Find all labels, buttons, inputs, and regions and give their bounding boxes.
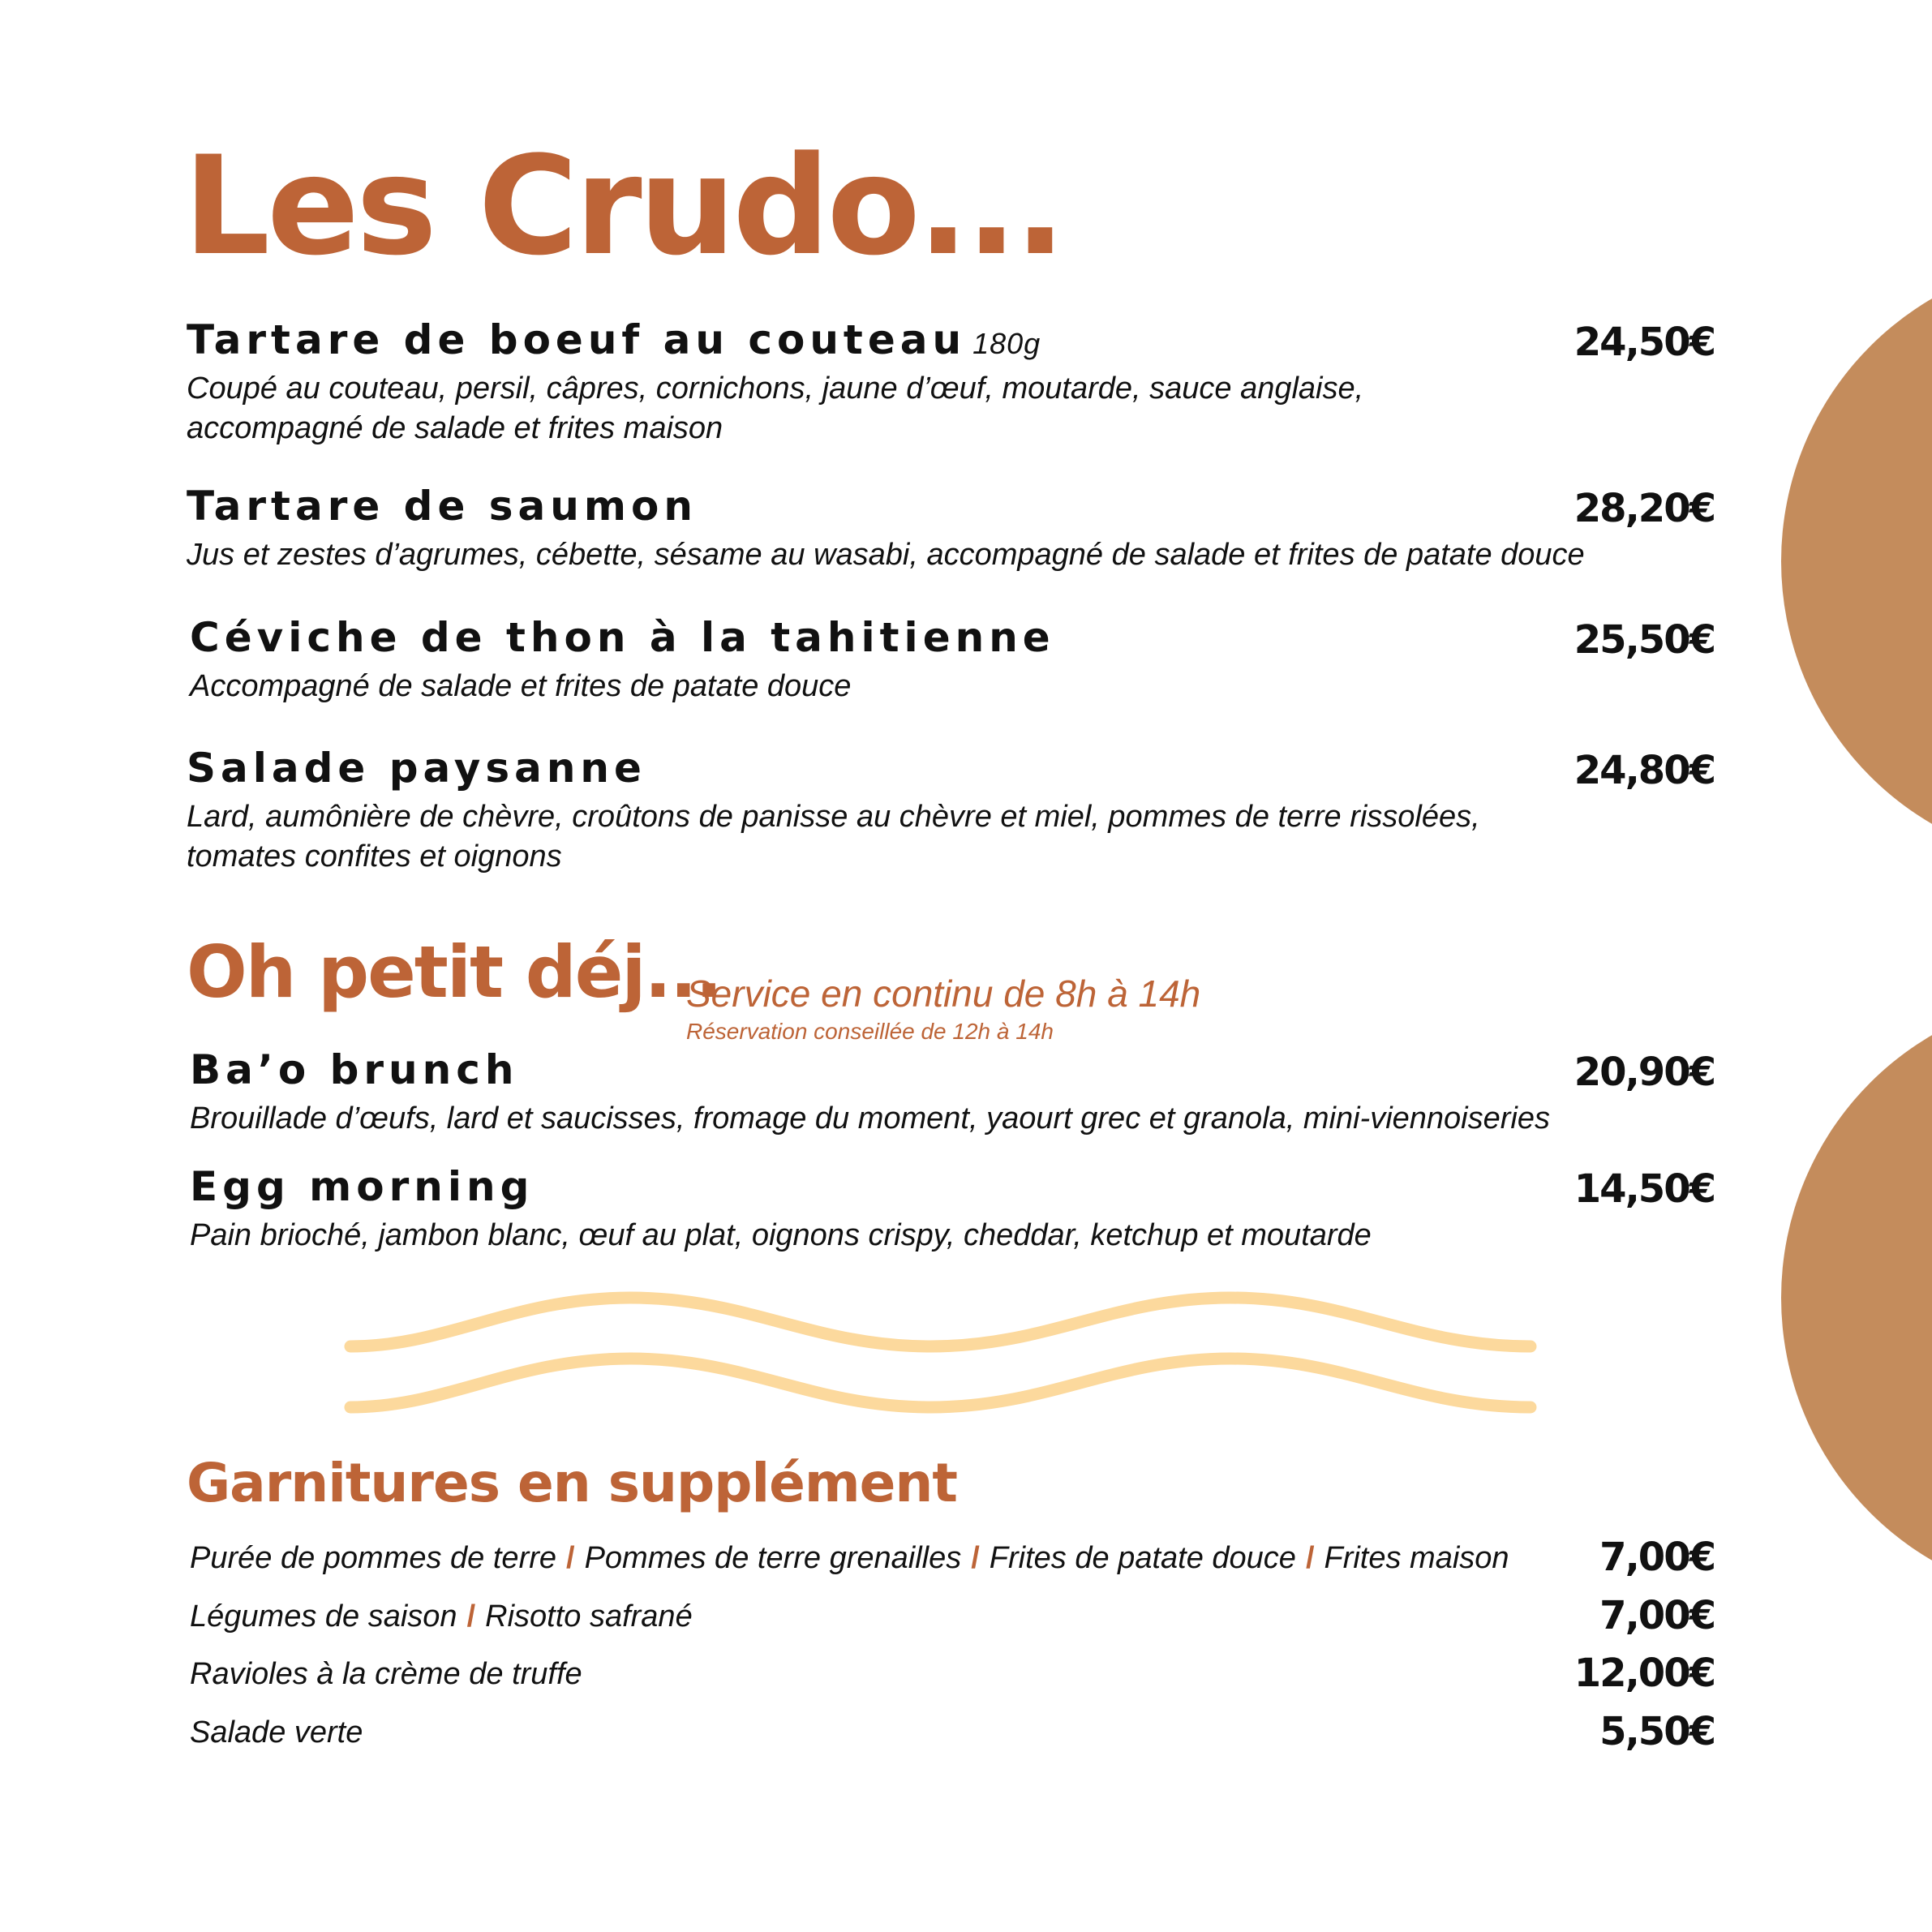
menu-item-egg-morning — [190, 1165, 1715, 1256]
decorative-waves — [341, 1277, 1541, 1440]
wave-line-bottom — [350, 1359, 1531, 1407]
garniture-option: Salade verte — [190, 1715, 363, 1750]
item-price: 24,80€ — [1574, 748, 1715, 793]
decorative-circle-top — [1781, 257, 1932, 865]
item-name: Salade paysanne — [187, 745, 646, 792]
item-description: Coupé au couteau, persil, câpres, cornichons, jaune d’œuf, moutarde, sauce anglaise, accompagné de salade et frites maison — [187, 371, 1364, 445]
item-description: Accompagné de salade et frites de patate douce — [190, 669, 852, 703]
garniture-option: Purée de pommes de terre — [190, 1541, 557, 1575]
wave-line-top — [350, 1298, 1531, 1346]
garniture-option: Ravioles à la crème de truffe — [190, 1657, 582, 1691]
item-description: Brouillade d’œufs, lard et saucisses, fromage du moment, yaourt grec et granola, mini-viennoiseries — [190, 1101, 1550, 1136]
garniture-option: Pommes de terre grenailles — [584, 1541, 962, 1575]
section-title-crudo: Les Crudo... — [183, 127, 1063, 286]
service-hours: Service en continu de 8h à 14h — [686, 972, 1201, 1015]
garniture-row — [190, 1533, 1715, 1583]
item-description: Lard, aumônière de chèvre, croûtons de panisse au chèvre et miel, pommes de terre rissolées, tomates confites et oignons — [187, 800, 1480, 874]
menu-item-tartare-saumon — [187, 484, 1715, 575]
garniture-price: 12,00€ — [1574, 1651, 1715, 1696]
decorative-circle-bottom — [1781, 994, 1932, 1602]
menu-item-tartare-boeuf — [187, 318, 1715, 449]
separator: / — [566, 1541, 575, 1575]
garniture-option: Légumes de saison — [190, 1599, 457, 1634]
item-price: 20,90€ — [1574, 1050, 1715, 1095]
garniture-option: Frites maison — [1324, 1541, 1509, 1575]
item-price: 28,20€ — [1574, 486, 1715, 531]
reservation-note: Réservation conseillée de 12h à 14h — [686, 1019, 1054, 1044]
item-name: Tartare de saumon — [187, 483, 698, 530]
garniture-option: Frites de patate douce — [989, 1541, 1296, 1575]
garniture-price: 7,00€ — [1599, 1535, 1715, 1580]
item-price: 14,50€ — [1574, 1166, 1715, 1212]
item-name: Tartare de boeuf au couteau — [187, 316, 967, 363]
section-title-petit-dej: Oh petit déj... — [187, 930, 721, 1014]
separator: / — [466, 1599, 476, 1634]
item-name: Egg morning — [190, 1163, 535, 1210]
item-name: Ba’o brunch — [190, 1046, 519, 1093]
separator: / — [1305, 1541, 1315, 1575]
garniture-row — [190, 1707, 1715, 1758]
menu-item-ceviche — [190, 616, 1715, 706]
item-weight: 180g — [972, 327, 1041, 360]
item-description: Jus et zestes d’agrumes, cébette, sésame au wasabi, accompagné de salade et frites de patate douce — [187, 538, 1585, 572]
item-price: 25,50€ — [1574, 617, 1715, 663]
menu-item-bao-brunch — [190, 1048, 1715, 1139]
garniture-price: 5,50€ — [1599, 1709, 1715, 1754]
section-title-garnitures: Garnitures en supplément — [187, 1452, 957, 1514]
garniture-price: 7,00€ — [1599, 1593, 1715, 1638]
item-price: 24,50€ — [1574, 320, 1715, 365]
item-name: Céviche de thon à la tahitienne — [190, 614, 1055, 661]
menu-item-salade-paysanne — [187, 746, 1715, 877]
garniture-row — [190, 1649, 1715, 1699]
garniture-row — [190, 1591, 1715, 1642]
garniture-option: Risotto safrané — [485, 1599, 693, 1634]
item-description: Pain brioché, jambon blanc, œuf au plat, oignons crispy, cheddar, ketchup et moutarde — [190, 1218, 1372, 1252]
separator: / — [971, 1541, 980, 1575]
